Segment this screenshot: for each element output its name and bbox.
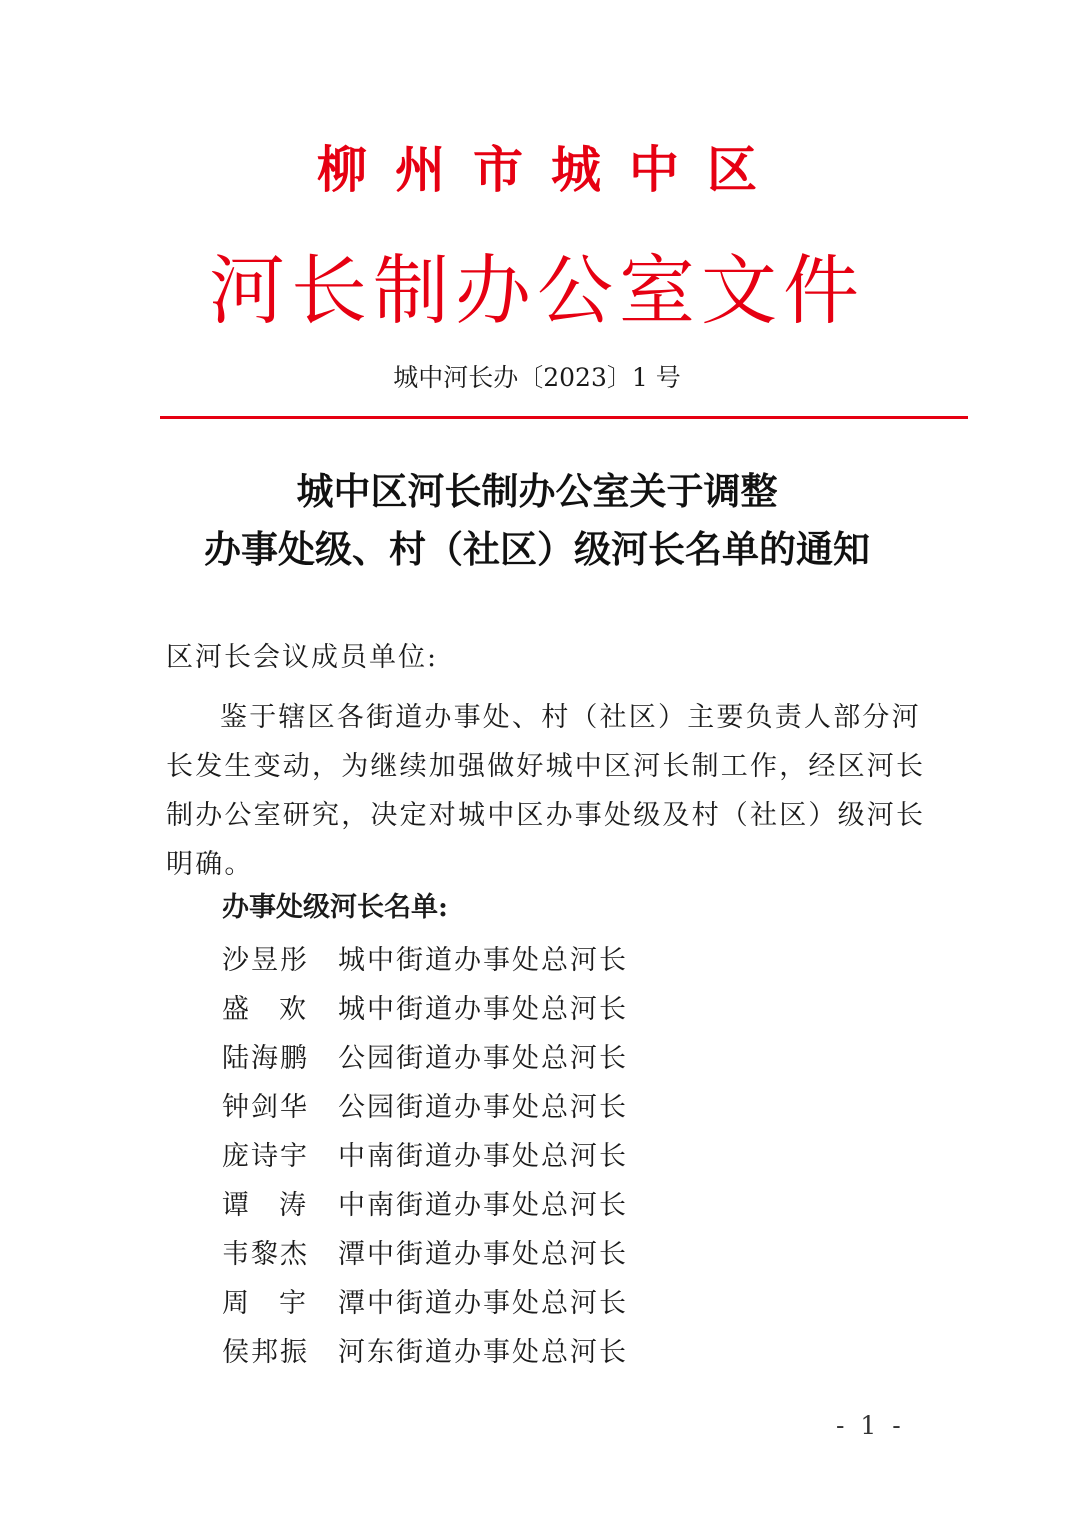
list-item xyxy=(222,1328,628,1377)
person-role: 中南街道办事处总河长 xyxy=(338,1190,628,1221)
person-name: 陆海鹏 xyxy=(222,1043,309,1074)
person-name: 沙昱彤 xyxy=(222,945,309,976)
list-item xyxy=(222,1083,628,1132)
document-type-heading: 河长制办公室文件 xyxy=(209,246,865,335)
list-item xyxy=(222,1279,628,1328)
person-name: 侯邦振 xyxy=(222,1337,309,1368)
person-role: 城中街道办事处总河长 xyxy=(338,994,628,1025)
person-role: 公园街道办事处总河长 xyxy=(338,1043,628,1074)
person-role: 中南街道办事处总河长 xyxy=(338,1141,628,1172)
list-item xyxy=(222,1034,628,1083)
person-name: 周宇 xyxy=(222,1288,336,1319)
person-name: 韦黎杰 xyxy=(222,1239,309,1270)
page-number: - 1 - xyxy=(836,1411,905,1440)
issuer-heading: 柳州市城中区 xyxy=(317,140,785,199)
body-paragraph xyxy=(166,693,926,889)
person-role: 公园街道办事处总河长 xyxy=(338,1092,628,1123)
list-item xyxy=(222,1230,628,1279)
body-line: 鉴于辖区各街道办事处、村（社区）主要负责人部分河 xyxy=(220,702,921,733)
list-item xyxy=(222,1181,628,1230)
list-item xyxy=(222,1132,628,1181)
person-name: 谭涛 xyxy=(222,1190,336,1221)
person-role: 城中街道办事处总河长 xyxy=(338,945,628,976)
red-separator-line xyxy=(160,416,968,419)
river-chief-list xyxy=(222,936,628,1377)
body-line: 制办公室研究，决定对城中区办事处级及村（社区）级河长 xyxy=(166,800,926,831)
body-line: 明确。 xyxy=(166,849,254,880)
list-item xyxy=(222,985,628,1034)
person-role: 河东街道办事处总河长 xyxy=(338,1337,628,1368)
person-role: 潭中街道办事处总河长 xyxy=(338,1239,628,1270)
notice-title-line-1: 城中区河长制办公室关于调整 xyxy=(296,469,778,513)
notice-title-line-2: 办事处级、村（社区）级河长名单的通知 xyxy=(204,527,870,571)
person-name: 盛欢 xyxy=(222,994,336,1025)
salutation: 区河长会议成员单位: xyxy=(166,642,439,673)
person-name: 庞诗宇 xyxy=(222,1141,309,1172)
list-item xyxy=(222,936,628,985)
person-name: 钟剑华 xyxy=(222,1092,309,1123)
person-role: 潭中街道办事处总河长 xyxy=(338,1288,628,1319)
body-line: 长发生变动，为继续加强做好城中区河长制工作，经区河长 xyxy=(166,751,926,782)
document-number: 城中河长办〔2023〕1 号 xyxy=(393,363,681,392)
river-chief-list-heading: 办事处级河长名单: xyxy=(222,892,448,923)
